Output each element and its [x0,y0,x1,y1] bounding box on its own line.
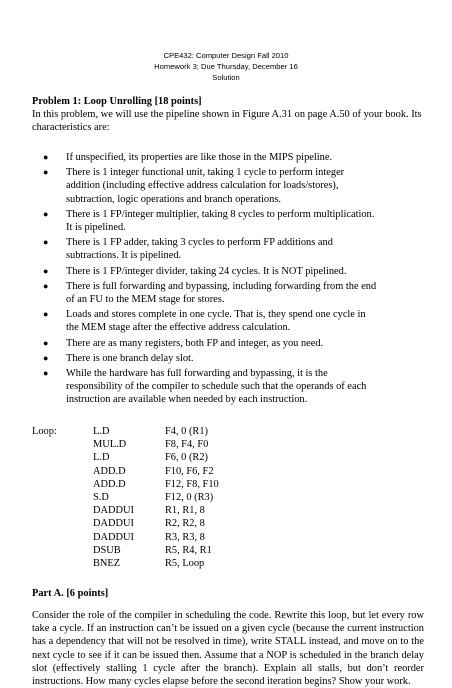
list-item: ● There is 1 FP/integer divider, taking 24 cycles. It is NOT pipelined. [43,265,347,277]
document-page: CPE432: Computer Design Fall 2010 Homework 3; Due Thursday, December 16 Solution Problem 1: Loop Unrolling [18 points] In this problem, we will use the pipeline shown in Figure A.31 on page A.50 of your book. Its characteristics are: ● If unspecified, its properties are like those in the MIPS pipeline. ● There is 1 integer functional unit, taking 1 cycle to perform integer addition (including effective address calculation for loads/stores), subtraction, logic operations and branch operations. ● There is 1 FP/integer multiplier, taking 8 cycles to perform multiplication. It is pipelined. ● There is 1 FP adder, taking 3 cycles to perform FP additions and subtractions. It is pipelined. ● There is 1 FP/integer divider, taking 24 cycles. It is NOT pipelined. ● There is full forwarding and bypassing, including forwarding from the end of an FU to the MEM stage for stores. ● Loads and stores complete in one cycle. That is, they spend one cycle in the MEM stage after the effective address calculation. ● There are as many registers, both FP and integer, as you need. ● There is one branch delay slot. ● While the hardware has full forwarding and bypassing, it is the responsibility of the compiler to schedule such that the operands of each instruction are available when needed by each instruction. Loop: L.D F4, 0 (R1) MUL.D F8, F4, F0 L.D F6, 0 (R2) ADD.D F10, F6, F2 ADD.D F12, F8, F10 S.D F12, 0 (R3) DADDUI R1, R1, 8 DADDUI R2, R2, 8 DADDUI R3, R3, 8 DSUB R5, R4, R1 BNEZ R5, Loop Part A. [6 points] Consider the role of the compiler in scheduling the code. Rewrite this loop, but let every row take a cycle. If an instruction can’t be issued on a given cycle (because the current instruction has a dependency that will not be resolved in time), write STALL instead, and move on to the next cycle to see if it can be issued then. Assume that a NOP is scheduled in the branch delay slot (effectively stalling 1 cycle after the branch). Explain all stalls, but don’t reorder instructions. How many cycles elapse before the second iteration begins? Show your work. [0,0,452,640]
bullet-icon: ● [43,280,49,291]
bullet-icon: ● [43,337,49,348]
list-item: ● There is 1 integer functional unit, taking 1 cycle to perform integer addition (including effective address calculation for loads/stores), subtraction, logic operations and branch operations. [43,167,345,205]
bullet-icon: ● [43,309,49,320]
list-item: ● There are as many registers, both FP and integer, as you need. [43,337,324,349]
part-a-body: Consider the role of the compiler in scheduling the code. Rewrite this loop, but let every row take a cycle. If an instruction can’t be issued on a given cycle (because the current instruction has a dependency that will not be resolved in time), write STALL instead, and move on to the next cycle to see if it can be issued then. Assume that a NOP is scheduled in the branch delay slot (effectively stalling 1 cycle after the branch). Explain all stalls, but don’t reorder instructions. How many cycles elapse before the second iteration begins? Show your work. [32,610,424,688]
list-item: ● There is full forwarding and bypassing, including forwarding from the end of an FU to the MEM stage for stores. [43,280,377,306]
bullet-icon: ● [43,208,49,219]
list-item: ● While the hardware has full forwarding and bypassing, it is the responsibility of the compiler to schedule such that the operands of each instruction are available when needed by each instruction. [43,368,367,406]
list-item: ● There is 1 FP adder, taking 3 cycles to perform FP additions and subtractions. It is pipelined. [43,237,333,262]
bullet-icon: ● [43,368,49,379]
bullet-icon: ● [43,167,49,178]
problem-title: Problem 1: Loop Unrolling [18 points] [32,96,202,107]
list-item: ● Loads and stores complete in one cycle. That is, they spend one cycle in the MEM stage after the effective address calculation. [43,309,366,334]
bullet-icon: ● [43,152,49,162]
bullet-icon: ● [43,265,49,276]
problem-intro: In this problem, we will use the pipeline shown in Figure A.31 on page A.50 of your book. Its characteristics are: [32,109,422,134]
list-item: ● There is one branch delay slot. [43,352,194,364]
bullet-icon: ● [43,352,49,363]
bullet-icon: ● [43,237,49,248]
solution-header: Solution [212,73,240,82]
list-item: ● If unspecified, its properties are like those in the MIPS pipeline. [43,152,333,163]
course-header: CPE432: Computer Design Fall 2010 [163,51,289,60]
characteristics-list [40,151,380,407]
homework-header: Homework 3; Due Thursday, December 16 [154,62,298,71]
part-a-title: Part A. [6 points] [32,588,109,599]
list-item: ● There is 1 FP/integer multiplier, taking 8 cycles to perform multiplication. It is pipelined. [43,208,375,234]
